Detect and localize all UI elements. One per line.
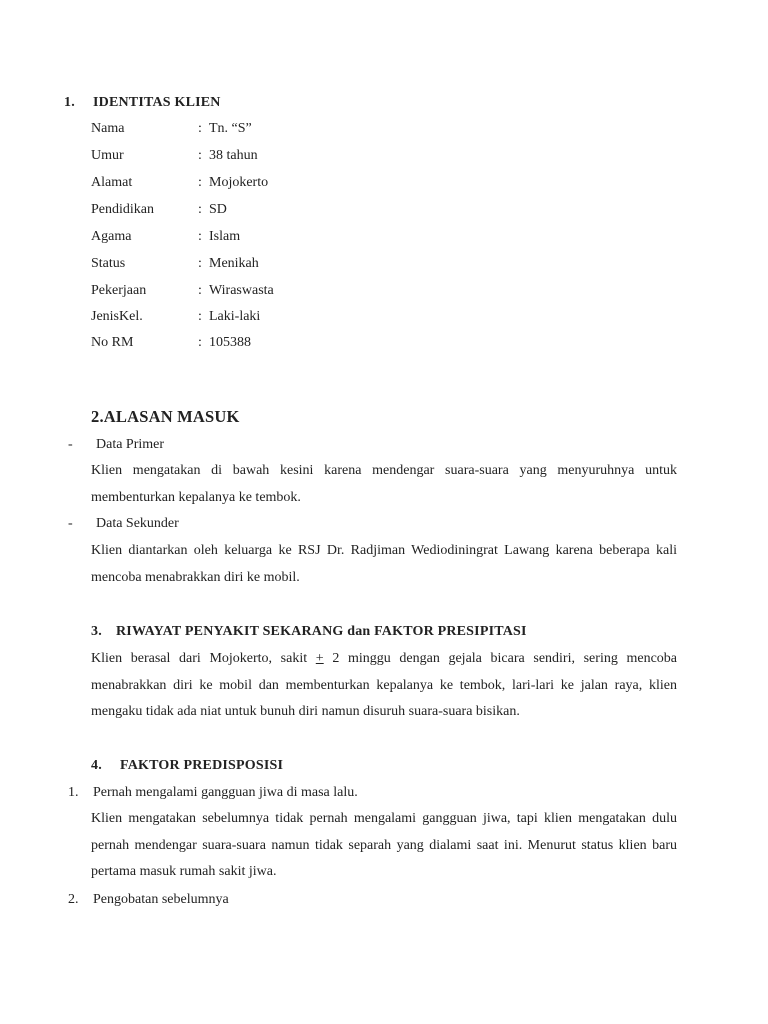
- section-1-number: 1.: [64, 95, 75, 110]
- section-2-title: 2.ALASAN MASUK: [91, 407, 240, 426]
- field-separator: :: [198, 283, 202, 298]
- data-sekunder-text: Klien diantarkan oleh keluarga ke RSJ Dr. Radjiman Wediodiningrat Lawang karena beberapa kali mencoba menabrakkan diri ke mobil.: [91, 543, 677, 585]
- field-label: Status: [91, 256, 126, 271]
- field-value: Tn. “S”: [209, 121, 252, 136]
- field-label: Agama: [91, 229, 132, 244]
- section-3-paragraph: [91, 646, 677, 726]
- field-label: Umur: [91, 148, 124, 163]
- bullet-dash: -: [68, 516, 73, 531]
- field-separator: :: [198, 148, 202, 163]
- field-separator: :: [198, 229, 202, 244]
- field-label: Pekerjaan: [91, 283, 147, 298]
- field-label: No RM: [91, 335, 134, 350]
- field-value: Laki-laki: [209, 309, 261, 324]
- field-separator: :: [198, 335, 202, 350]
- plus-minus-symbol: +: [315, 651, 324, 666]
- field-label: Alamat: [91, 175, 133, 190]
- section-3-text-before: Klien berasal dari Mojokerto, sakit: [91, 651, 316, 666]
- identity-row-status: [0, 256, 768, 276]
- data-sekunder-label: Data Sekunder: [96, 516, 179, 531]
- field-label: Pendidikan: [91, 202, 154, 217]
- identity-row-jeniskel: [0, 309, 768, 329]
- field-value: 38 tahun: [209, 148, 258, 163]
- field-value: Wiraswasta: [209, 283, 274, 298]
- list-item-label: Pengobatan sebelumnya: [93, 892, 229, 907]
- field-value: Menikah: [209, 256, 259, 271]
- field-separator: :: [198, 256, 202, 271]
- section-1-title: IDENTITAS KLIEN: [93, 95, 221, 110]
- field-value: Islam: [209, 229, 241, 244]
- data-primer-text: Klien mengatakan di bawah kesini karena mendengar suara-suara yang menyuruhnya untuk membenturkan kepalanya ke tembok.: [91, 463, 677, 505]
- bullet-dash: -: [68, 437, 73, 452]
- field-separator: :: [198, 309, 202, 324]
- identity-row-nama: [0, 121, 768, 141]
- list-item-number: 2.: [68, 892, 79, 907]
- identity-row-pendidikan: [0, 202, 768, 222]
- field-value: 105388: [209, 335, 251, 350]
- identity-row-pekerjaan: [0, 283, 768, 303]
- field-separator: :: [198, 175, 202, 190]
- field-separator: :: [198, 202, 202, 217]
- section-4-number: 4.: [91, 758, 102, 773]
- identity-row-agama: [0, 229, 768, 249]
- field-label: JenisKel.: [91, 309, 143, 324]
- field-label: Nama: [91, 121, 125, 136]
- section-4-title: FAKTOR PREDISPOSISI: [120, 758, 284, 773]
- field-value: Mojokerto: [209, 175, 269, 190]
- section-3-number: 3.: [91, 624, 102, 639]
- predisposisi-item-1-text: Klien mengatakan sebelumnya tidak pernah mengalami gangguan jiwa, tapi klien mengatakan dulu pernah mendengar suara-suara namun tidak separah yang dialami saat ini. Menurut status klien baru pertama masuk rumah sakit jiwa.: [91, 811, 677, 879]
- section-3-title: RIWAYAT PENYAKIT SEKARANG dan FAKTOR PRESIPITASI: [116, 624, 527, 639]
- list-item-label: Pernah mengalami gangguan jiwa di masa lalu.: [93, 785, 358, 800]
- field-value: SD: [209, 202, 227, 217]
- list-item-number: 1.: [68, 785, 79, 800]
- identity-row-umur: [0, 148, 768, 168]
- identity-row-alamat: [0, 175, 768, 195]
- section-3-text-after: 2 minggu dengan gejala bicara sendiri, sering mencoba menabrakkan diri ke mobil dan membenturkan kepalanya ke tembok, lari-lari ke jalan raya, klien mengaku tidak ada niat untuk bunuh diri namun disuruh suara-suara bisikan.: [91, 651, 678, 719]
- field-separator: :: [198, 121, 202, 136]
- identity-row-norm: [0, 335, 768, 355]
- data-primer-label: Data Primer: [96, 437, 165, 452]
